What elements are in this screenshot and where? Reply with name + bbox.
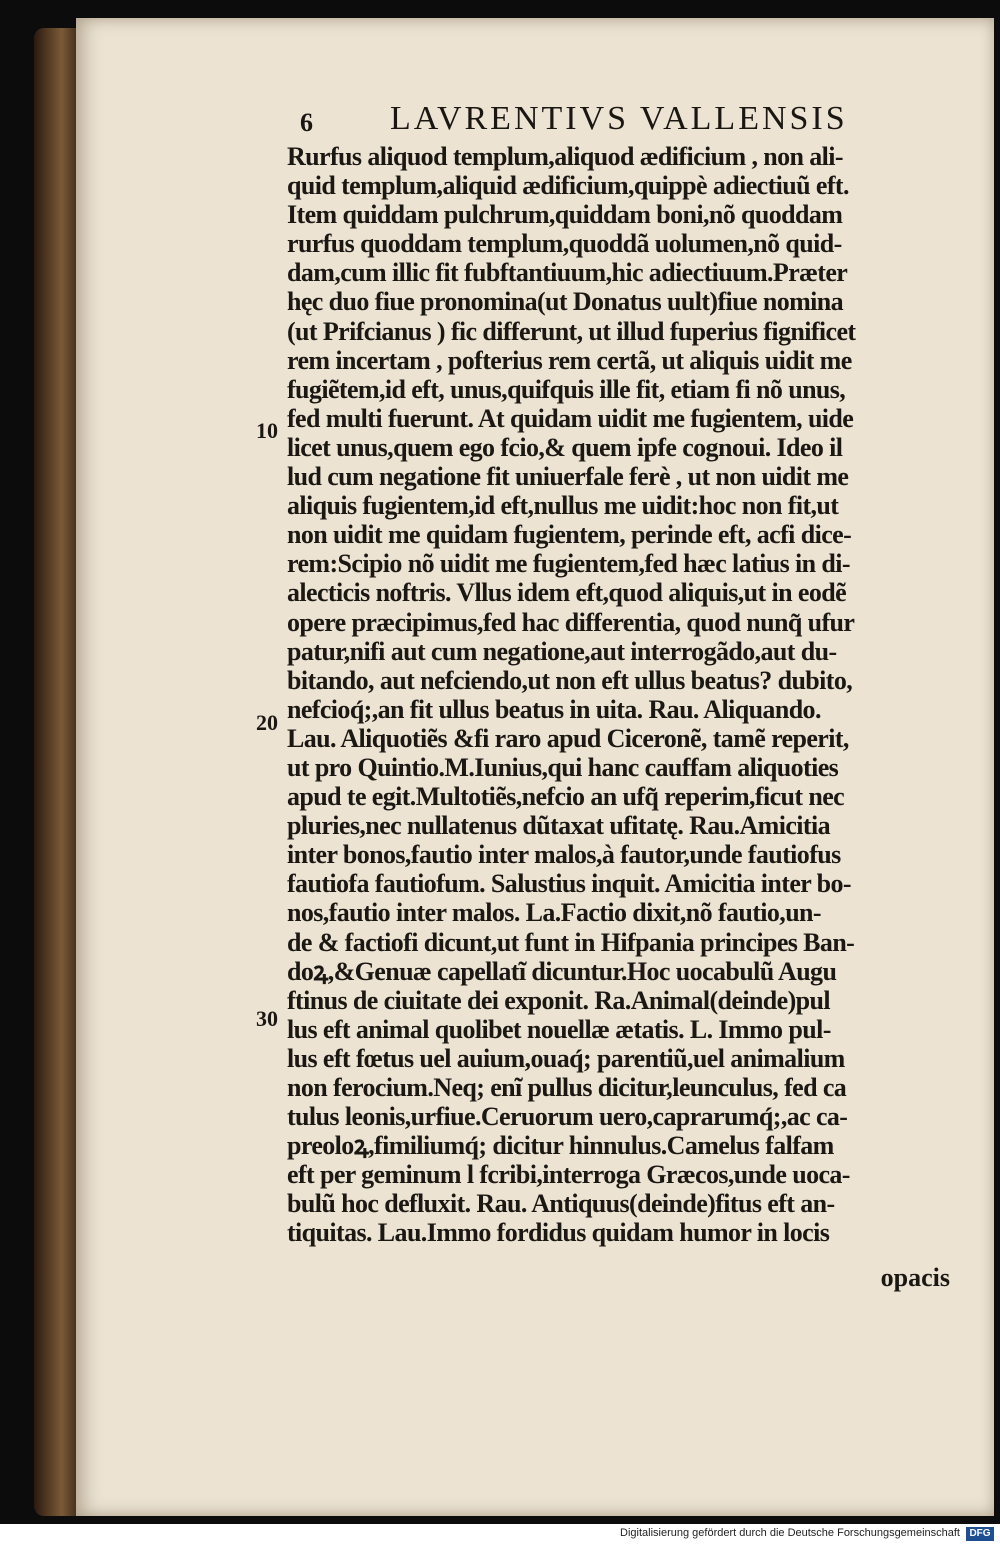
text-line: (ut Prifcianus ) fic differunt, ut illud fuperius fignificet bbox=[287, 316, 856, 346]
text-line: tiquitas. Lau.Immo fordidus quidam humor in locis bbox=[287, 1218, 830, 1248]
text-line: patur,nifi aut cum negatione,aut interrogãdo,aut du- bbox=[287, 636, 837, 666]
text-line: ut pro Quintio.M.Iunius,qui hanc cauffam aliquoties bbox=[287, 752, 839, 782]
text-line: lus eft fœtus uel auium,ouaq́; parentiũ,uel animalium bbox=[287, 1043, 845, 1073]
text-line: de & factiofi dicunt,ut funt in Hifpania principes Ban- bbox=[287, 927, 855, 957]
text-line: rem incertam , pofterius rem certã, ut aliquis uidit me bbox=[287, 345, 852, 375]
text-line: pluries,nec nullatenus dũtaxat ufitatę. Rau.Amicitia bbox=[287, 811, 830, 841]
text-line: Lau. Aliquotiẽs &fi raro apud Ciceronẽ, tamẽ reperit, bbox=[287, 723, 849, 753]
text-line: inter bonos,fautio inter malos,à fautor,unde fautiofus bbox=[287, 840, 841, 870]
text-line: fautiofa fautiofum. Salustius inquit. Amicitia inter bo- bbox=[287, 869, 851, 899]
text-line: bitando, aut nefciendo,ut non eft ullus beatus? dubito, bbox=[287, 665, 853, 695]
line-number-20: 20 bbox=[256, 710, 278, 735]
footer-bar bbox=[0, 1524, 1000, 1546]
footer-credit: Digitalisierung gefördert durch die Deutsche Forschungsgemeinschaft bbox=[620, 1527, 960, 1539]
book-edge bbox=[34, 28, 80, 1516]
running-head: LAVRENTIVS VALLENSIS bbox=[390, 100, 848, 137]
text-line: Rurfus aliquod templum,aliquod ædificium , non ali- bbox=[287, 142, 843, 171]
line-number-30: 30 bbox=[256, 1006, 278, 1031]
catchword: opacis bbox=[880, 1263, 950, 1292]
text-line: nos,fautio inter malos. La.Factio dixit,nõ fautio,un- bbox=[287, 898, 821, 928]
text-line: bulũ hoc defluxit. Rau. Antiquus(deinde)fitus eft an- bbox=[287, 1189, 835, 1219]
text-line: preoloꝝ,fimiliumq́; dicitur hinnulus.Camelus falfam bbox=[287, 1131, 834, 1161]
text-line: opere præcipimus,fed hac differentia, quod nunq̃ ufur bbox=[287, 607, 855, 637]
text-line: hęc duo fiue pronomina(ut Donatus uult)fiue nomina bbox=[287, 287, 844, 317]
page-header bbox=[300, 98, 860, 142]
text-line: lud cum negatione fit uniuerfale ferè , ut non uidit me bbox=[287, 462, 849, 492]
text-line: ftinus de ciuitate dei exponit. Ra.Animal(deinde)pul bbox=[287, 985, 831, 1015]
text-line: quid templum,aliquid ædificium,quippè adiectiuũ eft. bbox=[287, 171, 849, 201]
text-line: eft per geminum l fcribi,interroga Græcos,unde uoca- bbox=[287, 1160, 850, 1190]
text-line: tulus leonis,urfiue.Ceruorum uero,caprarumq́;,ac ca- bbox=[287, 1102, 848, 1132]
text-line: Item quiddam pulchrum,quiddam boni,nõ quoddam bbox=[287, 200, 843, 230]
text-line: alecticis noftris. Vllus idem eft,quod aliquis,ut in eodẽ bbox=[287, 578, 847, 608]
text-line: aliquis fugientem,id eft,nullus me uidit:hoc non fit,ut bbox=[287, 491, 839, 521]
text-line: fed multi fuerunt. At quidam uidit me fugientem, uide bbox=[287, 403, 854, 433]
text-line: dam,cum illic fit fubftantiuum,hic adiectiuum.Præter bbox=[287, 258, 848, 288]
text-line: non ferocium.Neq; enĩ pullus dicitur,leunculus, fed ca bbox=[287, 1073, 847, 1102]
line-number-10: 10 bbox=[256, 418, 278, 443]
text-line: doꝝ,&Genuæ capellatĩ dicuntur.Hoc uocabulũ Augu bbox=[287, 956, 837, 986]
page-number: 6 bbox=[300, 108, 313, 137]
text-line: fugiẽtem,id eft, unus,quifquis ille fit, etiam fi nõ unus, bbox=[287, 374, 846, 404]
text-line: licet unus,quem ego fcio,& quem ipfe cognoui. Ideo il bbox=[287, 432, 843, 462]
text-line: lus eft animal quolibet nouellæ ætatis. L. Immo pul- bbox=[287, 1014, 831, 1044]
text-line: non uidit me quidam fugientem, perinde eft, acfi dice- bbox=[287, 520, 852, 550]
text-line: rurfus quoddam templum,quoddã uolumen,nõ quid- bbox=[287, 229, 842, 259]
text-line: nefcioq́;,an fit ullus beatus in uita. Rau. Aliquando. bbox=[287, 694, 821, 724]
text-line: rem:Scipio nõ uidit me fugientem,fed hæc latius in di- bbox=[287, 549, 850, 579]
text-line: apud te egit.Multotiẽs,nefcio an ufq̃ reperim,ficut nec bbox=[287, 782, 845, 812]
body-text bbox=[287, 142, 967, 1248]
dfg-logo: DFG bbox=[966, 1527, 994, 1541]
